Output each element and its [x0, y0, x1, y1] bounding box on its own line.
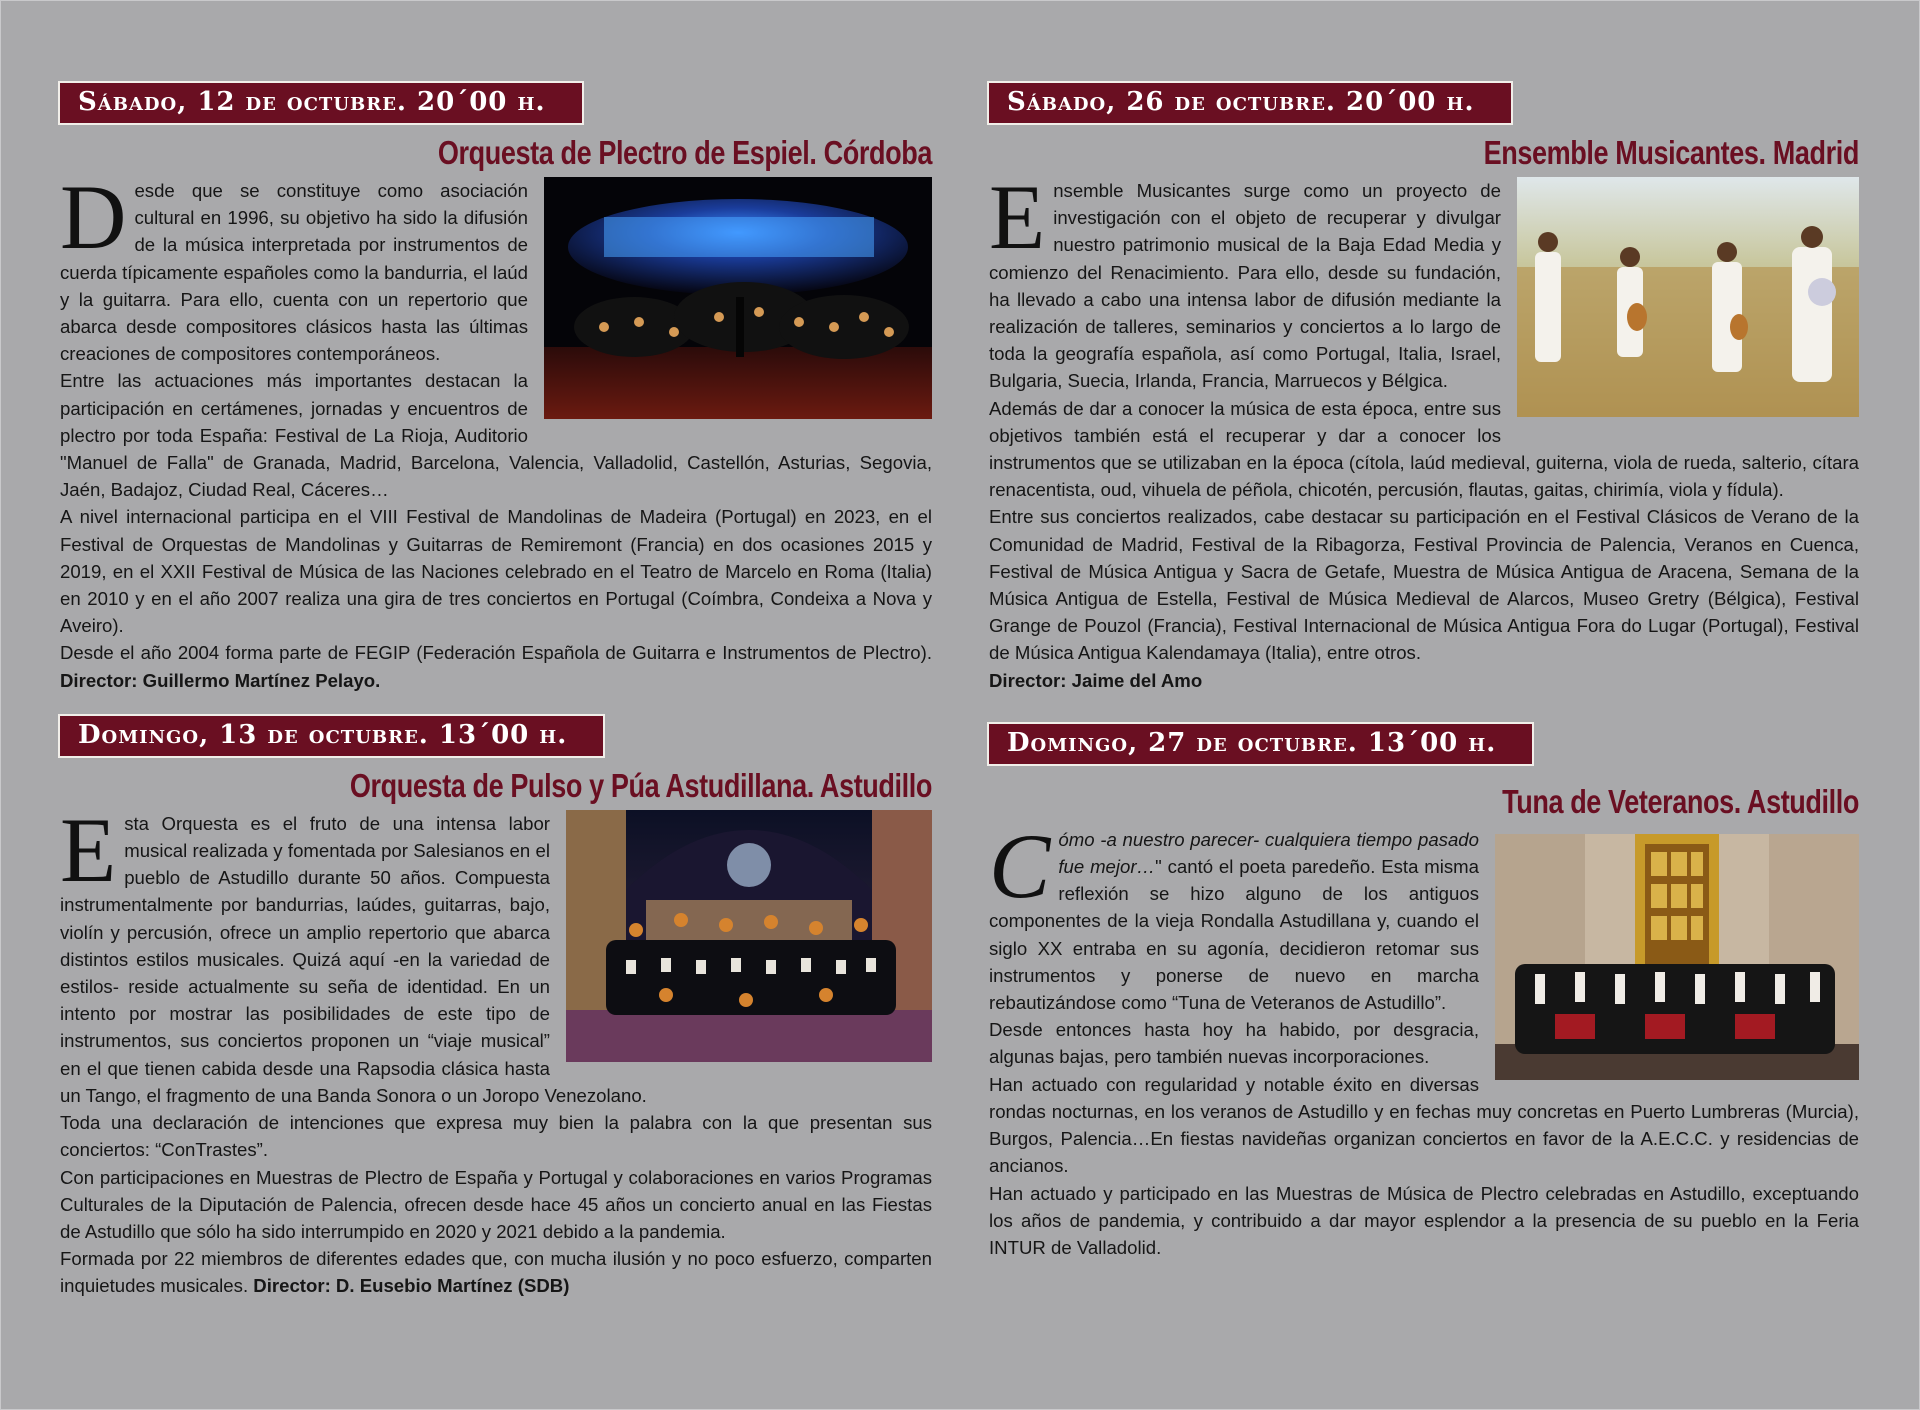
- ensemble-title: Orquesta de Pulso y Púa Astudillana. Astudillo: [349, 766, 932, 804]
- concert-description: [989, 814, 1859, 1261]
- first-paragraph: nsemble Musicantes surge como un proyecto de investigación con el objeto de recuperar y divulgar nuestro patrimonio musical de la Baja Edad Media y comienzo del Renacimiento. Para ello, desde su fundación, ha llevado a cabo una intensa labor de difusión mediante la realización de talleres, seminarios y conciertos a lo largo de toda la geografía española, así como Portugal, Italia, Israel, Bulgaria, Suecia, Irlanda, Francia, Marruecos y Bélgica.: [989, 180, 1501, 392]
- paragraph: Con participaciones en Muestras de Plectro de España y Portugal y colaboraciones en varios Programas Culturales de la Diputación de Palencia, ofrecen desde hace 45 años un concierto anual en las Fiestas de Astudillo que sólo ha sido interrumpido en 2020 y 2021 debido a la pandemia.: [60, 1166, 932, 1242]
- closing-paragraph: [60, 639, 932, 693]
- drop-cap-letter: E: [60, 798, 117, 901]
- closing-paragraph: [989, 667, 1859, 694]
- right-column: [989, 83, 1859, 1261]
- drop-cap-letter: C: [989, 814, 1051, 917]
- left-column: [60, 83, 932, 1300]
- ensemble-title: Ensemble Musicantes. Madrid: [1483, 134, 1859, 171]
- first-paragraph: sta Orquesta es el fruto de una intensa labor musical realizada y fomentada por Salesianos en el pueblo de Astudillo durante 50 años. Compuesta instrumentalmente por bandurrias, laúdes, guitarras, bajo, violín y percusión, ofrece un amplio repertorio que abarca distintos estilos musicales. Quizá aquí -en la variedad de estilos- reside actualmente su seña de identidad. En un intento por mostrar las posibilidades de este tipo de instrumentos, sus conciertos proponen un “viaje musical” en el que tienen cabida desde una Rapsodia clásica hasta un Tango, el fragmento de una Banda Sonora o un Joropo Venezolano.: [60, 812, 647, 1106]
- concert-date-banner: Sábado, 26 de octubre. 20´00 h.: [989, 83, 1511, 123]
- concert-section-3: [989, 83, 1859, 694]
- paragraph: Además de dar a conocer la música de esta época, entre sus objetivos también está el recuperar y dar a conocer los instrumentos que se utilizaban en la época (cítola, laúd medieval, guiterna, viola de rueda, salterio, cítara renacentista, oud, vihuela de péñola, chicotén, percusión, flautas, gaitas, chirimía, viola y fídula).: [989, 397, 1859, 501]
- drop-cap-letter: D: [60, 166, 127, 268]
- musicians-field-photo: [1517, 177, 1859, 417]
- director-credit: Director: D. Eusebio Martínez (SDB): [253, 1275, 570, 1297]
- drop-cap-letter: E: [989, 166, 1046, 268]
- paragraph: Han actuado con regularidad y notable éxito en diversas rondas nocturnas, en los veranos de Astudillo y en fechas muy concretas en Puerto Lumbreras (Murcia), Burgos, Palencia…En fiestas navideñas organizan conciertos en favor de la A.E.C.C. y residencias de ancianos.: [989, 1073, 1859, 1177]
- opening-quote: ómo -a nuestro parecer- cualquiera tiempo pasado fue mejor…: [1058, 828, 1479, 878]
- paragraph: Entre las actuaciones más importantes destacan la participación en certámenes, jornadas y encuentros de plectro por toda España: Festival de La Rioja, Auditorio "Manuel de Falla" de Granada, Madrid, Barcelona, Valencia, Valladolid, Castellón, Asturias, Segovia, Jaén, Badajoz, Ciudad Real, Cáceres…: [60, 370, 932, 501]
- closing-paragraph: [60, 1245, 932, 1299]
- director-credit: Director: Guillermo Martínez Pelayo.: [60, 669, 381, 691]
- concert-description: [989, 166, 1859, 694]
- closing-text: Formada por 22 miembros de diferentes edades que, con mucha ilusión y no poco esfuerzo, comparten inquietudes musicales.: [60, 1248, 932, 1297]
- concert-date-banner: Sábado, 12 de octubre. 20´00 h.: [60, 83, 582, 123]
- tuna-church-photo: [1495, 834, 1859, 1080]
- ensemble-title: Tuna de Veteranos. Astudillo: [1502, 782, 1859, 820]
- concert-description: [60, 166, 932, 694]
- concert-section-4: [989, 724, 1859, 1261]
- paragraph: Desde entonces hasta hoy ha habido, por desgracia, algunas bajas, pero también nuevas incorporaciones.: [989, 1019, 1479, 1068]
- paragraph: Entre sus conciertos realizados, cabe destacar su participación en el Festival Clásicos de Verano de la Comunidad de Madrid, Festival de la Ribagorza, Festival Provincia de Palencia, Veranos en Cuenca, Festival de Música Antigua y Sacra de Getafe, Muestra de Música Antigua de Aracena, Semana de la Música Antigua de Estella, Festival de Música Medieval de Alarcos, Museo Gretry (Bélgica), Festival Grange de Pouzol (Francia), Festival Internacional de Música Antigua Fora do Lugar (Portugal), Festival de Música Antigua Kalendamaya (Italia), entre otros.: [989, 506, 1859, 664]
- paragraph: A nivel internacional participa en el VIII Festival de Mandolinas de Madeira (Portugal) en 2023, en el Festival de Orquestas de Mandolinas y Guitarras de Remiremont (Francia) en dos ocasiones 2015 y 2019, en el XXII Festival de Música de las Naciones celebrado en el Teatro de Marcelo en Roma (Italia) en 2010 y en el año 2007 realiza una gira de tres conciertos en Portugal (Coímbra, Condeixa a Nova y Aveiro).: [60, 506, 932, 637]
- concert-date-banner: Domingo, 27 de octubre. 13´00 h.: [989, 724, 1532, 764]
- orchestra-cloister-photo: [566, 810, 932, 1062]
- director-credit: Director: Jaime del Amo: [989, 669, 1203, 691]
- concert-section-2: [60, 716, 932, 1300]
- concert-date-banner: Domingo, 13 de octubre. 13´00 h.: [60, 716, 603, 756]
- closing-paragraph: Han actuado y participado en las Muestras de Música de Plectro celebradas en Astudillo, exceptuando los años de pandemia, y contribuido a dar mayor esplendor a la presencia de su pueblo en la Feria INTUR de Valladolid.: [989, 1182, 1859, 1258]
- ensemble-title: Orquesta de Plectro de Espiel. Córdoba: [437, 134, 932, 171]
- first-paragraph: esde que se constituye como asociación cultural en 1996, su objetivo ha sido la difusión de la música interpretada por instrumentos de cuerda típicamente españoles como la bandurria, el laúd y la guitarra. Para ello, cuenta con un repertorio que abarca desde compositores clásicos hasta las últimas creaciones de compositores contemporáneos.: [60, 180, 528, 365]
- first-paragraph: " cantó el poeta paredeño. Esta misma reflexión se hizo alguno de los antiguos componentes de la vieja Rondalla Astudillana y, cuando el siglo XX entraba en su agonía, decidieron retomar sus instrumentos y ponerse de nuevo en marcha rebautizándose como “Tuna de Veteranos de Astudillo”.: [989, 856, 1479, 1014]
- closing-text: Desde el año 2004 forma parte de FEGIP (Federación Española de Guitarra e Instrumentos de Plectro).: [60, 642, 932, 664]
- orchestra-stage-photo: [544, 177, 932, 419]
- concert-section-1: [60, 83, 932, 694]
- paragraph: Toda una declaración de intenciones que expresa muy bien la palabra con la que presentan sus conciertos: “ConTrastes”.: [60, 1112, 932, 1161]
- concert-description: [60, 798, 932, 1300]
